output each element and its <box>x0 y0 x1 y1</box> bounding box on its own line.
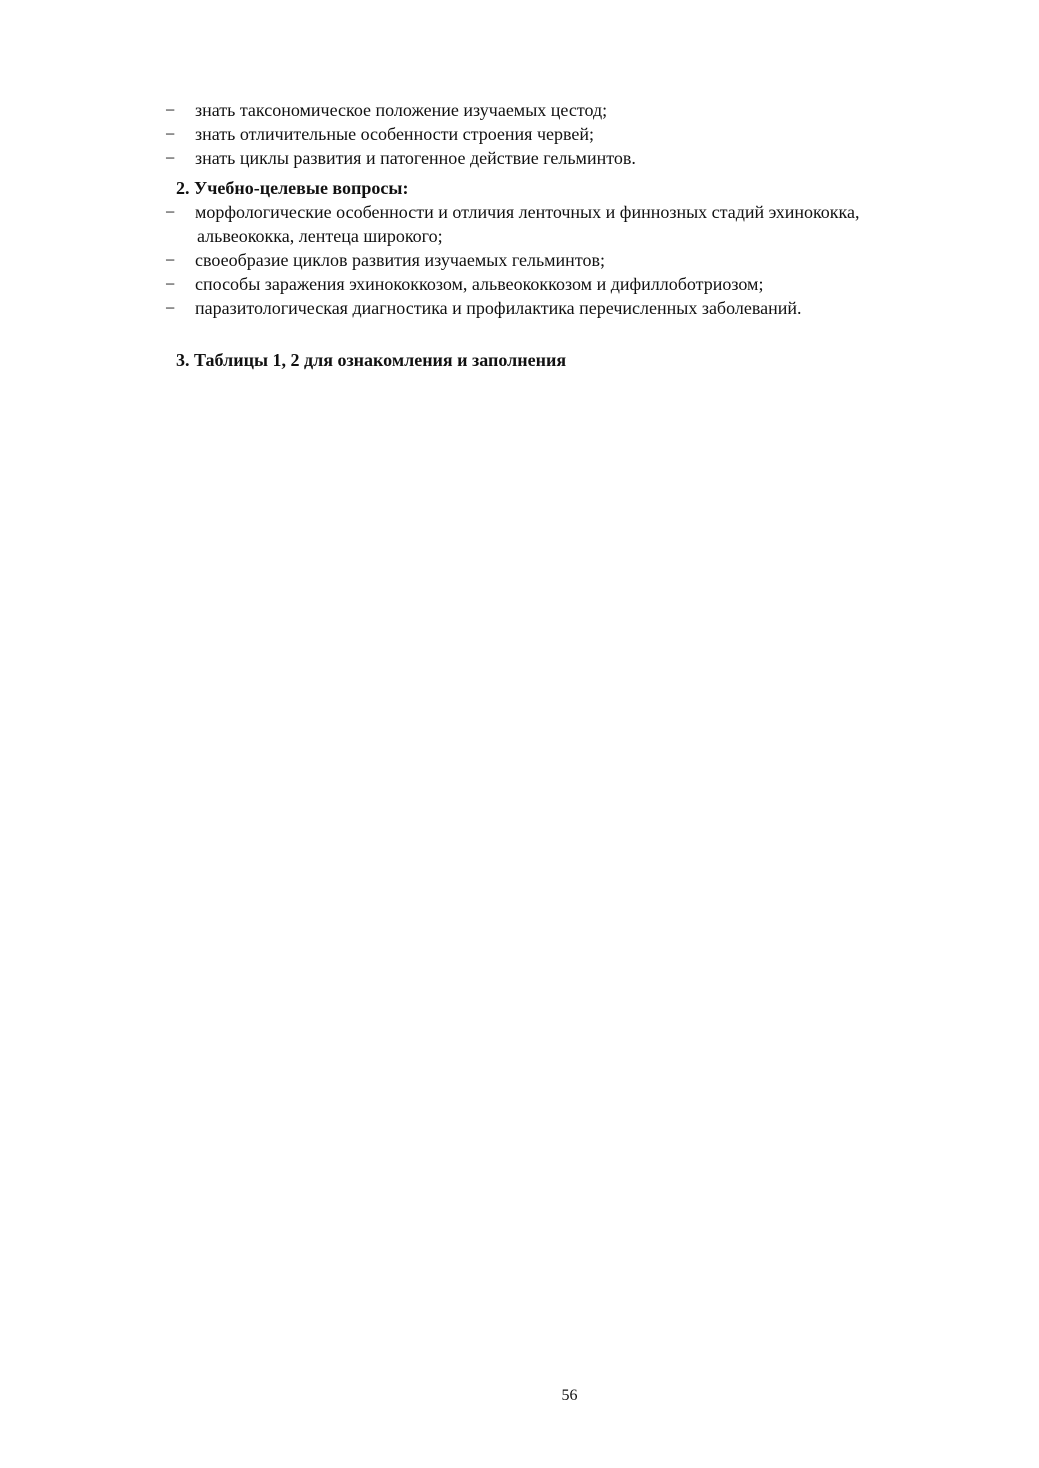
list-item <box>0 200 1039 248</box>
list-item <box>0 248 1039 272</box>
list-item <box>0 98 1039 122</box>
list-item-text: знать отличительные особенности строения червей; <box>195 124 595 144</box>
questions-list <box>0 200 1039 320</box>
goals-list <box>0 98 1039 170</box>
list-item <box>0 146 1039 170</box>
list-dash: − <box>165 298 176 318</box>
list-dash: − <box>165 202 176 222</box>
list-dash: − <box>165 124 176 144</box>
list-dash: − <box>165 100 176 120</box>
list-item-text: морфологические особенности и отличия ленточных и финнозных стадий эхинококка, <box>195 202 860 222</box>
list-item-text: паразитологическая диагностика и профилактика перечисленных заболеваний. <box>195 298 802 318</box>
list-item-text: способы заражения эхинококкозом, альвеококкозом и дифиллоботриозом; <box>195 274 764 294</box>
list-item-text: своеобразие циклов развития изучаемых гельминтов; <box>195 250 605 270</box>
list-item <box>0 296 1039 320</box>
list-item-text: знать таксономическое положение изучаемых цестод; <box>195 100 608 120</box>
section-heading: 3. Таблицы 1, 2 для ознакомления и заполнения <box>176 350 567 370</box>
list-dash: − <box>165 148 176 168</box>
list-item-continuation: альвеококка, лентеца широкого; <box>197 226 443 246</box>
list-item <box>0 272 1039 296</box>
list-item-text: знать циклы развития и патогенное действие гельминтов. <box>195 148 636 168</box>
list-dash: − <box>165 274 176 294</box>
section-heading: 2. Учебно-целевые вопросы: <box>176 178 409 198</box>
list-item <box>0 122 1039 146</box>
page-number: 56 <box>561 1387 578 1404</box>
list-dash: − <box>165 250 176 270</box>
